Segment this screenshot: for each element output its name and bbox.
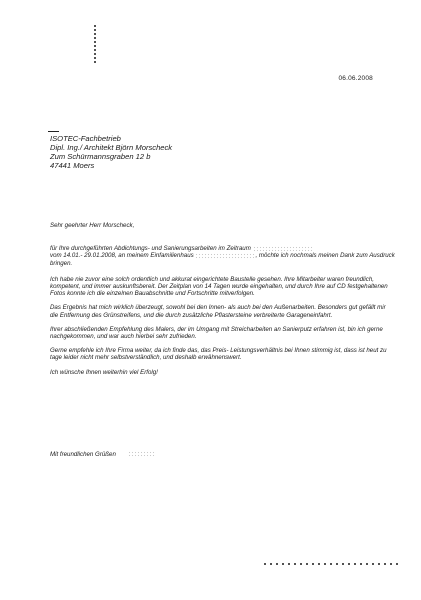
- recipient-address: [50, 134, 172, 170]
- closing-line: [50, 451, 156, 458]
- redacted-signature: [128, 451, 156, 457]
- paragraph-wishes: Ich wünsche Ihnen weiterhin viel Erfolg!: [50, 368, 158, 376]
- footer-dots: [262, 562, 402, 566]
- salutation: Sehr geehrter Herr Morscheck,: [50, 222, 135, 229]
- paragraph-thanks: [50, 245, 395, 267]
- paragraph-thanks-part2: vom 14.01.- 29.01.2008, an meinem Einfamilienhaus: [50, 252, 194, 260]
- paragraph-recommendation: Gerne empfehle ich Ihre Firma weiter, da ich finde das, das Preis- Leistungsverhältnis bei Ihnen stimmig ist, dass ist heut zu tage leider nicht mehr selbstverständlich, und deshalb erwähnenswert.: [50, 347, 387, 362]
- letter-body: [50, 222, 395, 383]
- address-line-company: ISOTEC-Fachbetrieb: [50, 134, 121, 143]
- address-line-city: 47441 Moers: [50, 161, 95, 170]
- paragraph-result: Das Ergebnis hat mich wirklich überzeugt, sowohl bei den Innen- als auch bei den Außenarbeiten. Besonders gut gefällt mir die Entfernung des Grünstreifens, und die durch zusätzliche Pflastersteine verbreiterte Garageneinfahrt.: [50, 304, 386, 319]
- address-mark: [48, 131, 59, 132]
- address-line-street: Zum Schürmannsgraben 12 b: [50, 152, 151, 161]
- redacted-text: [253, 246, 313, 252]
- closing-text: Mit freundlichen Grüßen: [50, 451, 116, 458]
- address-line-name: Dipl. Ing./ Architekt Björn Morscheck: [50, 143, 173, 152]
- paragraph-thanks-part3: , möchte ich nochmals meinen Dank zum Ausdruck bringen.: [50, 252, 395, 267]
- paragraph-painter: Ihrer abschließenden Empfehlung des Malers, der im Umgang mit Streicharbeiten an Sanierputz erfahren ist, bin ich gerne nachgekommen, und war auch hierbei sehr zufrieden.: [50, 325, 383, 341]
- redacted-address: [195, 253, 255, 259]
- paragraph-thanks-part1: für Ihre durchgeführten Abdichtungs- und Sanierungsarbeiten im Zeitraum: [50, 245, 251, 253]
- fold-marks: [93, 24, 97, 64]
- letter-date: 06.06.2008: [338, 75, 373, 82]
- paragraph-construction-site: Ich habe nie zuvor eine solch ordentlich und akkurat eingerichtete Baustelle gesehen. Ihre Mitarbeiter waren freundlich, kompetent, und immer auskunftsbereit. Der Zeitplan von 14 Tagen wurde eingehalten, und durch Ihre auf CD festgehaltenen Fotos konnte ich die einzelnen Bauabschnitte und Fortschritte mitverfolgen.: [50, 275, 388, 298]
